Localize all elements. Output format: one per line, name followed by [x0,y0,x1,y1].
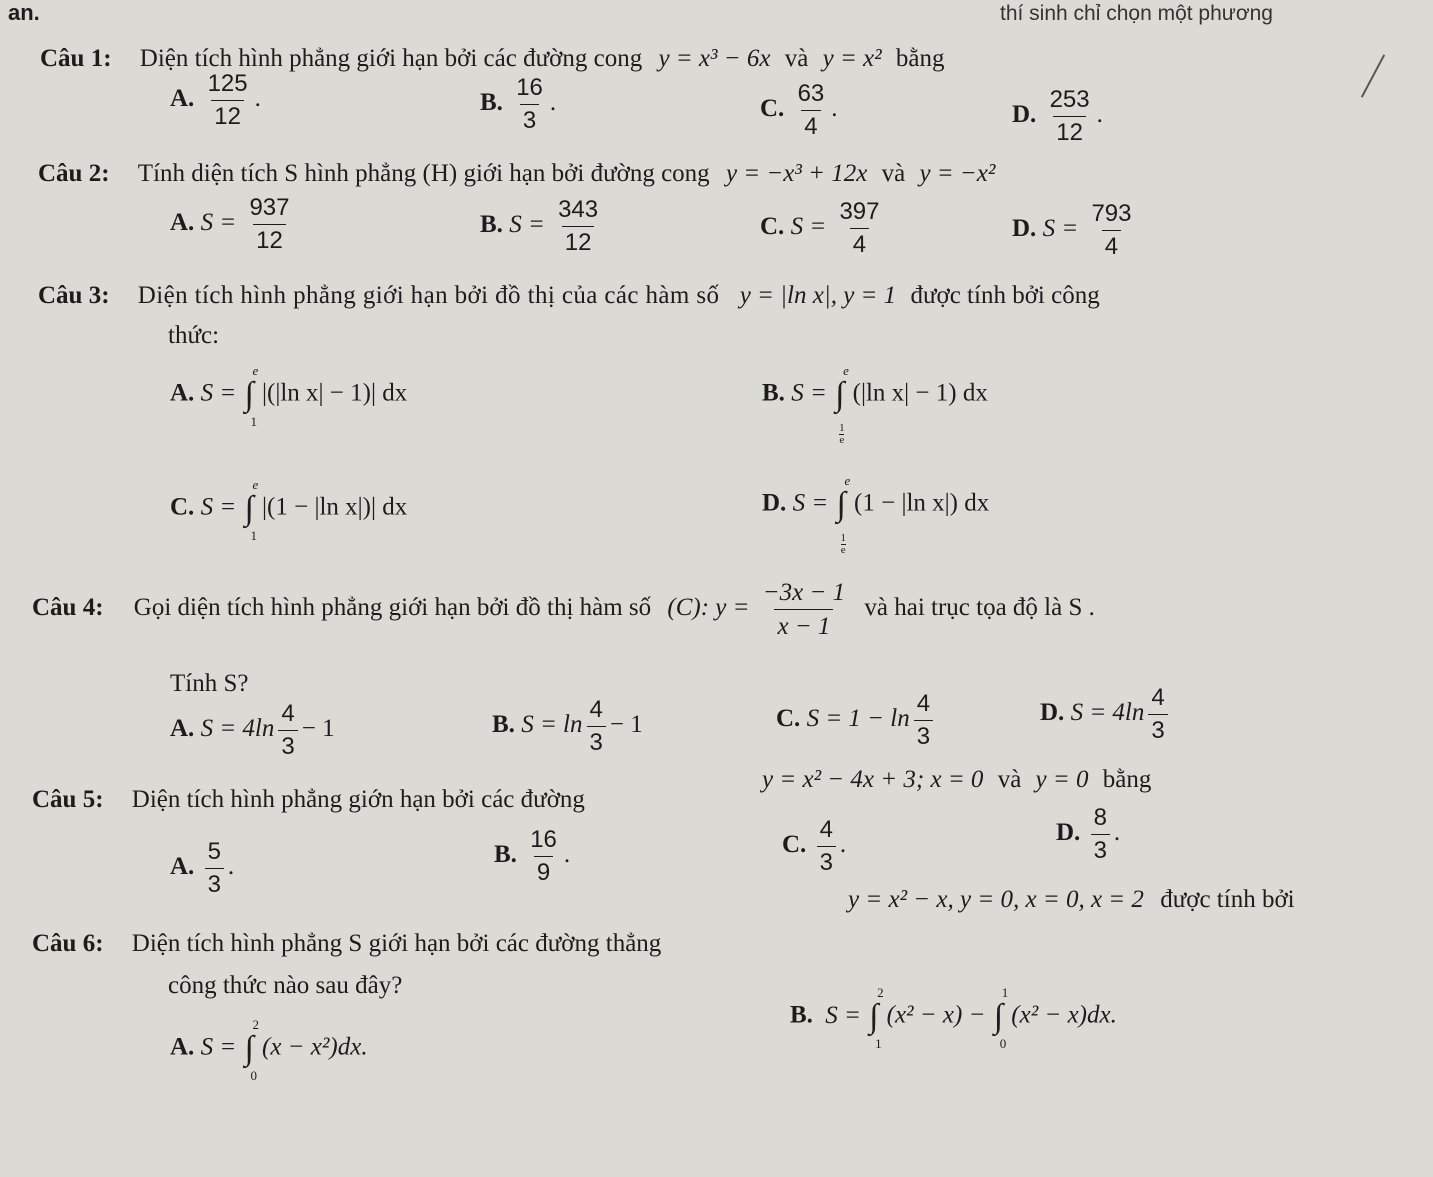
option-key: D. [1012,101,1037,129]
q4-stem [32,580,1095,639]
option-key: D. [1012,215,1037,243]
q6-label: Câu 6: [32,930,104,957]
q1-stem [40,45,945,73]
q2-option-b[interactable]: B. S = $\frac{343}{12}$ [480,198,605,255]
numerator: 8 [1093,804,1107,831]
q3-tail: được tính bởi công [910,282,1100,309]
q3-label: Câu 3: [38,282,110,309]
q3-f: y = |ln x|, y = 1 [739,282,897,309]
numerator: 343 [558,196,599,223]
q1-label: Câu 1: [40,45,112,72]
q3-line2: thức: [168,322,220,349]
upper-bound: e [252,363,259,378]
numerator: 125 [207,70,248,97]
denominator: 3 [520,104,539,133]
q2-and: và [881,160,906,187]
numerator: 4 [819,816,833,843]
option-pre: S = 4ln [1070,699,1145,727]
denominator: 3 [587,726,606,755]
q5-option-c[interactable]: C. $\frac{4}{3}$ . [782,816,847,876]
numerator: 16 [516,74,543,101]
numerator: 4 [1151,684,1165,711]
q6-stem [32,930,661,958]
q4-label: Câu 4: [32,594,104,622]
integrand: (x − x²)dx. [262,1033,368,1061]
q2-text: Tính diện tích S hình phẳng (H) giới hạn bởi đường cong [137,160,710,187]
integrand: |(|ln x| − 1)| dx [262,379,408,407]
q5-stem [32,786,585,814]
q5-option-d[interactable]: D. $\frac{8}{3}$ . [1056,804,1121,864]
option-key: B. [790,1001,813,1029]
option-key: D. [762,489,787,517]
q2-option-c[interactable]: C. S = $\frac{397}{4}$ [760,200,886,257]
option-key: A. [170,853,195,881]
denominator: 4 [1102,230,1121,259]
upper-bound: e [252,477,259,492]
q4-tail: và hai trục tọa độ là S . [864,594,1095,622]
q4-option-d[interactable] [1040,686,1172,743]
integral-sign: ∫ 2 0 [244,1017,259,1083]
denominator: 3 [817,846,836,875]
q3-option-a[interactable]: A. S = ∫ e 1 |(|ln x| − 1)| dx [170,363,408,429]
integral-sign: ∫ e 1 [244,477,259,543]
q6-text: Diện tích hình phẳng S giới hạn bởi các đường thẳng [131,930,662,957]
lower-bound: 0 [999,1036,1007,1051]
numerator: 4 [916,690,931,717]
q4-fnum: −3x − 1 [762,579,846,606]
lower-bound: 1 [875,1036,882,1051]
lower-bound: 1 e [839,422,845,446]
denominator: 12 [253,224,286,253]
integral-sign: ∫ e 1 [244,363,259,429]
header-right: thí sinh chỉ chọn một phương [1000,2,1273,25]
q4-option-b[interactable] [492,698,643,755]
q6-option-b[interactable] [790,985,1117,1051]
option-key: B. [480,89,503,117]
q6-line2: công thức nào sau đây? [168,972,403,999]
q3-option-c[interactable]: C. S = ∫ e 1 |(1 − |ln x|)| dx [170,477,408,543]
lower-bound: 1 [250,414,257,429]
denominator: 3 [278,730,297,759]
q1-text: Diện tích hình phẳng giới hạn bởi các đường cong [139,45,643,72]
q1-f2: y = x² [822,45,882,72]
q2-option-a[interactable]: A. S = $\frac{937}{12}$ [170,196,296,253]
q6-tail: được tính bởi [1160,886,1295,913]
q4-option-c[interactable] [776,692,937,749]
option-key: B. [480,211,503,239]
option-key: C. [170,493,195,521]
numerator: 5 [207,838,221,865]
option-key: A. [170,379,195,407]
header-left: an. [8,0,40,25]
q6-f: y = x² − x, y = 0, x = 0, x = 2 [848,886,1144,913]
q5-tail: bằng [1102,766,1152,793]
numerator: 937 [249,194,290,221]
integrand: (1 − |ln x|) dx [854,489,990,517]
option-key: A. [170,85,195,113]
q4-fname: (C): y = [667,594,750,622]
option-key: A. [170,1033,195,1061]
numerator: 253 [1049,86,1090,113]
option-key: C. [776,705,801,733]
upper-bound: 2 [877,985,884,1000]
q2-f1: y = −x³ + 12x [725,160,868,187]
option-key: D. [1040,699,1065,727]
integral-sign: ∫ 2 1 [869,985,884,1051]
denominator: 4 [801,110,820,139]
q3-option-d[interactable]: D. S = ∫ e 1 e (1 − |ln x|) dx [762,473,990,556]
upper-bound: 1 [1001,985,1009,1000]
q4-line2: Tính S? [170,670,249,697]
option-key: A. [170,209,195,237]
denominator: 4 [850,228,869,257]
q5-text: Diện tích hình phẳng giớn hạn bởi các đường [131,786,585,813]
q1-tail: bằng [895,45,945,72]
denominator: 9 [534,856,553,885]
option-key: B. [762,379,785,407]
denominator: 12 [1053,116,1086,145]
denominator: 3 [205,868,224,897]
q5-f: y = x² − 4x + 3; x = 0 [762,766,984,793]
q6-formula [848,886,1295,914]
integrand: (|ln x| − 1) dx [852,379,988,407]
q4-text: Gọi diện tích hình phẳng giới hạn bởi đồ thị hàm số [133,594,652,622]
q2-option-d[interactable]: D. S = $\frac{793}{4}$ [1012,202,1138,259]
q6-option-a[interactable] [170,1017,368,1083]
integral-sign: ∫ 1 0 [993,985,1009,1051]
upper-bound: 2 [252,1017,259,1032]
option-pre: S = [200,1033,237,1061]
integral-sign: ∫ e 1 e [836,473,851,556]
q3-option-b[interactable]: B. S = ∫ e 1 e (|ln x| − 1) dx [762,363,988,446]
lower-bound: 1 [250,528,257,543]
q3-stem [38,282,1100,310]
q3-text: Diện tích hình phẳng giới hạn bởi đồ thị của các hàm số [137,282,720,309]
q5-option-a[interactable]: A. $\frac{5}{3}$ . [170,838,235,898]
option-post: − 1 [609,711,643,739]
option-pre: S = [825,1001,861,1029]
q5-label: Câu 5: [32,786,104,813]
integrand: (x² − x)dx. [1011,1001,1117,1029]
pencil-mark [1361,54,1385,97]
numerator: 4 [589,696,603,723]
integral-sign: ∫ e 1 e [835,363,849,446]
q5-and: và [997,766,1022,793]
numerator: 63 [797,80,825,107]
integrand: |(1 − |ln x|)| dx [262,493,408,521]
numerator: 16 [530,826,557,853]
q1-and: và [784,45,809,72]
q2-label: Câu 2: [38,160,110,187]
numerator: 4 [281,700,295,727]
upper-bound: e [844,473,851,488]
denominator: 3 [914,720,933,749]
q1-option-c[interactable]: C. $\frac{63}{4}$ . [760,80,838,140]
q4-option-a[interactable] [170,702,335,759]
denominator: 12 [562,226,595,255]
q5-f2: y = 0 [1035,766,1089,793]
option-pre: S = 1 − ln [806,705,910,733]
q5-option-b[interactable]: B. $\frac{16}{9}$ . [494,826,571,886]
option-key: C. [782,831,807,859]
integrand: (x² − x) − [886,1001,986,1029]
q1-option-d[interactable]: D. $\frac{253}{12}$ . [1012,86,1103,146]
option-pre: S = ln [521,711,583,739]
lower-bound: 1 e [840,532,846,556]
denominator: 12 [211,100,244,129]
q2-stem [38,160,995,188]
q1-option-a[interactable]: A. $\frac{125}{12}$ . [170,70,261,130]
option-pre: S = 4ln [200,715,275,743]
option-key: A. [170,715,195,743]
q4-fden: x − 1 [774,609,833,639]
option-key: C. [760,95,785,123]
q2-f2: y = −x² [919,160,996,187]
numerator: 793 [1091,200,1132,227]
option-key: B. [494,841,517,869]
q5-formula [762,766,1151,794]
q1-option-b[interactable]: B. $\frac{16}{3}$ . [480,74,557,134]
numerator: 397 [839,198,880,225]
q1-f1: y = x³ − 6x [658,45,771,72]
denominator: 3 [1091,834,1110,863]
option-post: − 1 [301,715,335,743]
option-key: B. [492,711,515,739]
option-key: C. [760,213,785,241]
lower-bound: 0 [250,1068,257,1083]
upper-bound: e [843,363,849,378]
option-key: D. [1056,819,1081,847]
denominator: 3 [1148,714,1167,743]
